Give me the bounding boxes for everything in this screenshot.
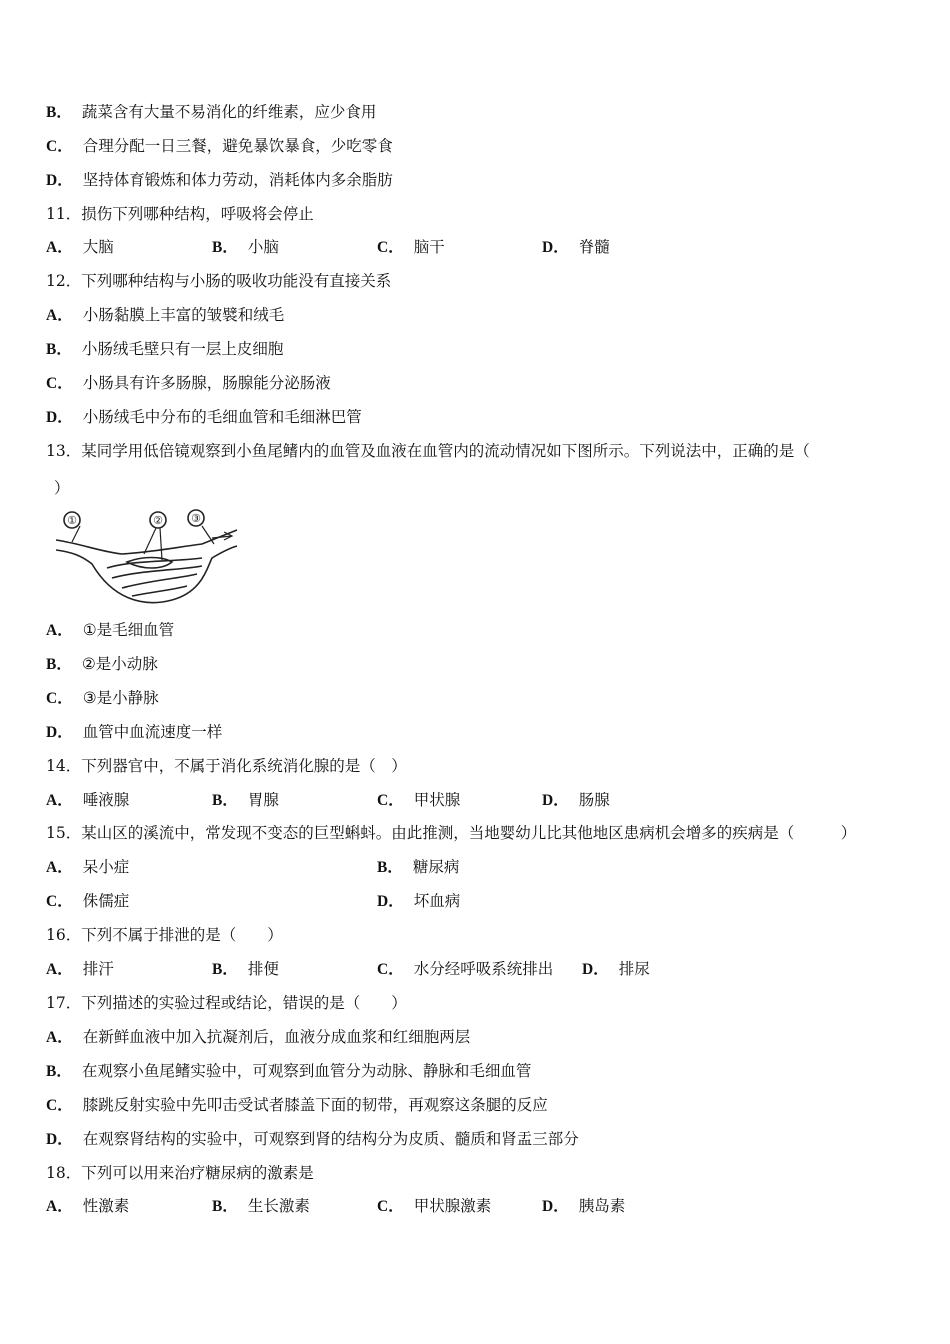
option-label: D． (46, 172, 73, 189)
option-label: A． (46, 1198, 73, 1215)
q15-option-a (46, 857, 129, 878)
option-text: 小肠黏膜上丰富的皱襞和绒毛 (82, 306, 285, 324)
option-text: ③是小静脉 (82, 689, 159, 707)
option-text: 甲状腺激素 (413, 1197, 492, 1215)
option-text: 脑干 (413, 238, 445, 256)
q15-option-c (46, 891, 129, 912)
q11-option-a (46, 237, 114, 258)
option-text: 唾液腺 (82, 791, 130, 809)
option-label: A． (46, 307, 73, 324)
q16-stem: 16．下列不属于排泄的是（ ） (46, 926, 283, 944)
option-text: 排便 (247, 960, 279, 978)
q16-option-b (212, 959, 279, 980)
option-text: 脊髓 (578, 238, 610, 256)
q14-option-c (377, 790, 460, 811)
q12-option-a (46, 305, 284, 326)
option-label: A． (46, 859, 73, 876)
option-label: D． (46, 724, 73, 741)
option-text: 小肠绒毛中分布的毛细血管和毛细淋巴管 (82, 408, 362, 426)
option-label: D． (582, 961, 609, 978)
q18-option-b (212, 1196, 310, 1217)
q13-option-a (46, 620, 174, 641)
option-label: A． (46, 961, 73, 978)
q16-option-a (46, 959, 114, 980)
option-text: 甲状腺 (413, 791, 461, 809)
option-text: 排汗 (82, 960, 114, 978)
option-text: 在观察小鱼尾鳍实验中，可观察到血管分为动脉、静脉和毛细血管 (81, 1062, 532, 1080)
option-label: C． (46, 690, 73, 707)
option-label: D． (46, 409, 73, 426)
q15-option-b (377, 857, 459, 878)
q11-option-d (542, 237, 610, 258)
option-label: C． (46, 893, 73, 910)
q13-option-b (46, 654, 158, 675)
option-label: B． (212, 1198, 238, 1215)
q12-option-d (46, 407, 362, 428)
option-label: C． (377, 961, 404, 978)
q11-option-b (212, 237, 279, 258)
q12-option-b (46, 339, 283, 360)
q11-option-c (377, 237, 445, 258)
option-text: 合理分配一日三餐，避免暴饮暴食，少吃零食 (82, 137, 393, 155)
q14-stem: 14．下列器官中，不属于消化系统消化腺的是（ ） (46, 757, 407, 775)
q17-option-d (46, 1129, 579, 1150)
option-text: 胰岛素 (578, 1197, 626, 1215)
figure-label-2: ② (153, 514, 163, 527)
option-label: C． (377, 1198, 404, 1215)
q18-stem: 18．下列可以用来治疗糖尿病的激素是 (46, 1164, 314, 1182)
option-text: 在观察肾结构的实验中，可观察到肾的结构分为皮质、髓质和肾盂三部分 (82, 1130, 579, 1148)
option-label: D． (542, 239, 569, 256)
option-text: 水分经呼吸系统排出 (413, 960, 554, 978)
option-label: C． (46, 375, 73, 392)
option-text: 坚持体育锻炼和体力劳动，消耗体内多余脂肪 (82, 171, 393, 189)
option-label: A． (46, 622, 73, 639)
q13-stem: 13．某同学用低倍镜观察到小鱼尾鳍内的血管及血液在血管内的流动情况如下图所示。下列说法中，正确的是（ (46, 442, 810, 460)
option-label: C． (377, 239, 404, 256)
option-label: A． (46, 1029, 73, 1046)
option-text: 糖尿病 (412, 858, 460, 876)
q12-option-c (46, 373, 331, 394)
q17-option-c (46, 1095, 548, 1116)
option-text: 大脑 (82, 238, 114, 256)
q18-option-c (377, 1196, 491, 1217)
option-text: 小肠绒毛壁只有一层上皮细胞 (81, 340, 284, 358)
option-text: 肠腺 (578, 791, 610, 809)
q15-stem: 15．某山区的溪流中，常发现不变态的巨型蝌蚪。由此推测，当地婴幼儿比其他地区患病机会增多的疾病是（ ） (46, 824, 857, 842)
option-label: C． (377, 792, 404, 809)
option-label: B． (377, 859, 403, 876)
q18-option-a (46, 1196, 129, 1217)
q17-stem: 17．下列描述的实验过程或结论，错误的是（ ） (46, 994, 407, 1012)
q14-option-b (212, 790, 279, 811)
option-label: B． (46, 656, 72, 673)
option-label: B． (46, 341, 72, 358)
option-text: 蔬菜含有大量不易消化的纤维素，应少食用 (81, 103, 377, 121)
option-text: ①是毛细血管 (82, 621, 175, 639)
option-label: C． (46, 138, 73, 155)
figure-label-1: ① (67, 514, 77, 527)
option-text: 胃腺 (247, 791, 279, 809)
option-text: 小脑 (247, 238, 279, 256)
option-label: D． (542, 1198, 569, 1215)
blood-vessel-diagram (52, 508, 242, 608)
option-label: B． (212, 239, 238, 256)
q13-stem-end: ） (54, 479, 70, 497)
q14-option-a (46, 790, 129, 811)
option-label: B． (212, 792, 238, 809)
figure-label-3: ③ (191, 512, 201, 525)
q16-option-d (582, 959, 650, 980)
option-text: 小肠具有许多肠腺，肠腺能分泌肠液 (82, 374, 331, 392)
option-text: 生长激素 (247, 1197, 310, 1215)
option-text: 坏血病 (413, 892, 461, 910)
q10-option-b (46, 102, 376, 123)
option-label: B． (46, 1063, 72, 1080)
option-text: ②是小动脉 (81, 655, 158, 673)
option-text: 侏儒症 (82, 892, 130, 910)
q15-option-d (377, 891, 460, 912)
option-label: D． (377, 893, 404, 910)
option-text: 排尿 (618, 960, 650, 978)
q18-option-d (542, 1196, 625, 1217)
option-label: C． (46, 1097, 73, 1114)
q14-option-d (542, 790, 610, 811)
option-text: 性激素 (82, 1197, 130, 1215)
q17-option-a (46, 1027, 470, 1048)
option-label: A． (46, 792, 73, 809)
q10-option-d (46, 170, 393, 191)
option-text: 血管中血流速度一样 (82, 723, 223, 741)
option-text: 在新鲜血液中加入抗凝剂后，血液分成血浆和红细胞两层 (82, 1028, 471, 1046)
option-label: D． (46, 1131, 73, 1148)
q13-option-d (46, 722, 222, 743)
option-text: 呆小症 (82, 858, 130, 876)
option-label: B． (46, 104, 72, 121)
q16-option-c (377, 959, 553, 980)
q13-option-c (46, 688, 159, 709)
option-label: D． (542, 792, 569, 809)
q17-option-b (46, 1061, 531, 1082)
q11-stem: 11．损伤下列哪种结构，呼吸将会停止 (46, 205, 314, 223)
option-text: 膝跳反射实验中先叩击受试者膝盖下面的韧带，再观察这条腿的反应 (82, 1096, 548, 1114)
option-label: A． (46, 239, 73, 256)
q10-option-c (46, 136, 393, 157)
option-label: B． (212, 961, 238, 978)
q12-stem: 12．下列哪种结构与小肠的吸收功能没有直接关系 (46, 272, 392, 290)
